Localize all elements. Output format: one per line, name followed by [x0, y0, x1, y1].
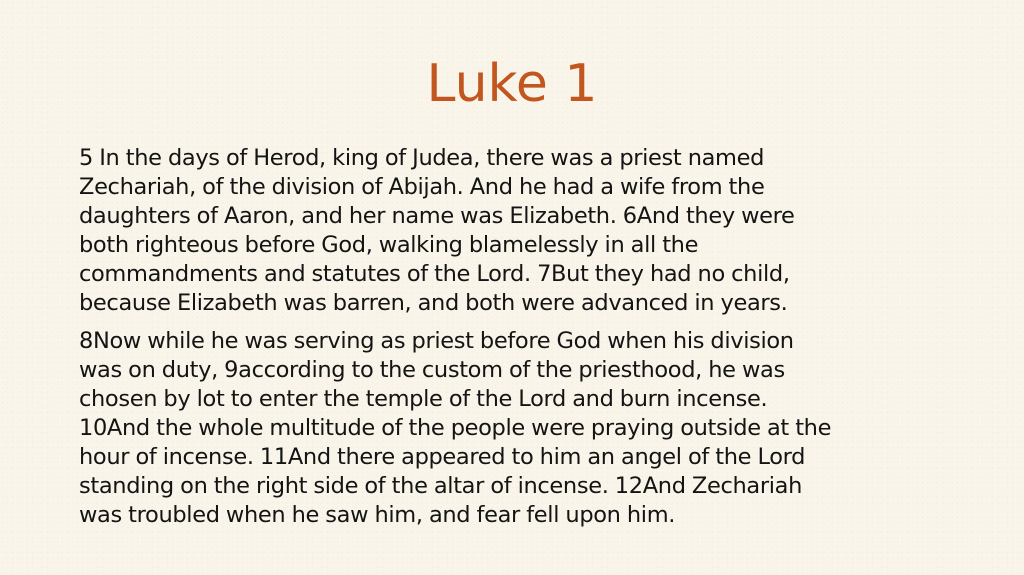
text-line: daughters of Aaron, and her name was Elizabeth. 6And they were: [79, 203, 795, 229]
paragraph-verses-8-12: [79, 327, 959, 530]
text-line: commandments and statutes of the Lord. 7But they had no child,: [79, 261, 790, 287]
text-line: Zechariah, of the division of Abijah. And he had a wife from the: [79, 174, 765, 200]
scripture-text: [79, 144, 959, 539]
paragraph-verses-5-7: [79, 144, 959, 318]
text-line: because Elizabeth was barren, and both were advanced in years.: [79, 290, 788, 316]
slide-title: Luke 1: [426, 54, 598, 114]
text-line: 10And the whole multitude of the people were praying outside at the: [79, 415, 832, 441]
text-line: standing on the right side of the altar of incense. 12And Zechariah: [79, 473, 802, 499]
text-line: 8Now while he was serving as priest before God when his division: [79, 328, 794, 354]
text-line: hour of incense. 11And there appeared to him an angel of the Lord: [79, 444, 806, 470]
text-line: both righteous before God, walking blamelessly in all the: [79, 232, 699, 258]
text-line: 5 In the days of Herod, king of Judea, there was a priest named: [79, 145, 765, 171]
text-line: was troubled when he saw him, and fear fell upon him.: [79, 502, 676, 528]
text-line: was on duty, 9according to the custom of the priesthood, he was: [79, 357, 785, 383]
text-line: chosen by lot to enter the temple of the Lord and burn incense.: [79, 386, 768, 412]
